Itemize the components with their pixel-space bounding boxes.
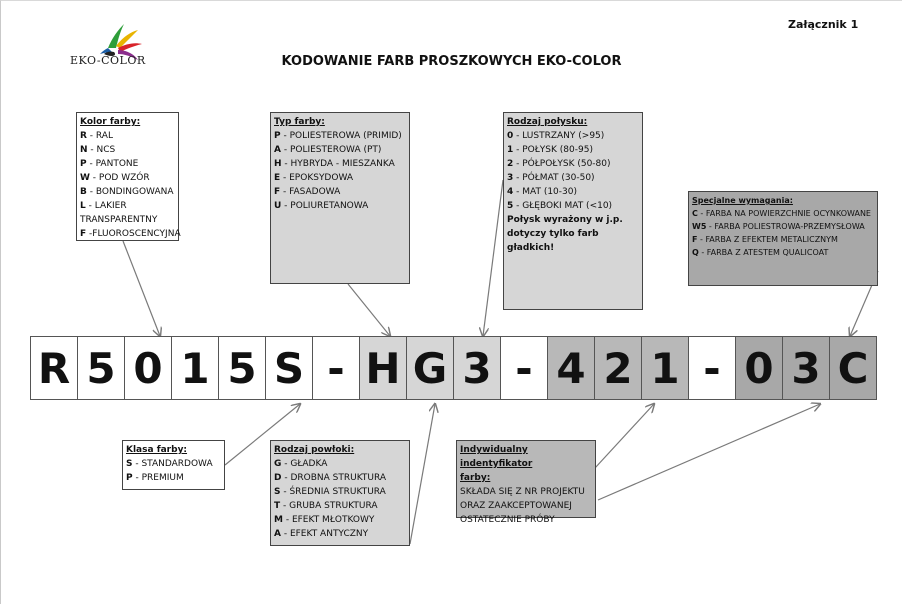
list-item: 4 - MAT (10-30) <box>507 187 577 197</box>
code-cell: 4 <box>547 336 595 400</box>
list-item: G - GŁADKA <box>274 459 328 469</box>
code-cell: 2 <box>594 336 642 400</box>
code-cell: 3 <box>453 336 501 400</box>
code-cell: 0 <box>735 336 783 400</box>
list-item: P - POLIESTEROWA (PRIMID) <box>274 131 402 141</box>
code-cell: - <box>688 336 736 400</box>
box-rodzaj-powloki <box>270 440 410 546</box>
code-cell: R <box>30 336 78 400</box>
code-cell: - <box>312 336 360 400</box>
list-item: C - FARBA NA POWIERZCHNIE OCYNKOWANE <box>692 209 871 218</box>
list-item: 0 - LUSTRZANY (>95) <box>507 131 605 141</box>
list-item: F - FASADOWA <box>274 187 341 197</box>
code-cell: S <box>265 336 313 400</box>
box-heading: Specjalne wymagania: <box>692 196 793 205</box>
list-item: H - HYBRYDA - MIESZANKA <box>274 159 395 169</box>
code-cell: 5 <box>77 336 125 400</box>
code-cell: G <box>406 336 454 400</box>
box-note: Połysk wyrażony w j.p. <box>507 215 623 225</box>
list-item: ORAZ ZAAKCEPTOWANEJ <box>460 501 572 511</box>
list-item: M - EFEKT MŁOTKOWY <box>274 515 375 525</box>
list-item: 3 - PÓŁMAT (30-50) <box>507 173 595 183</box>
code-cell: C <box>829 336 877 400</box>
code-cell: H <box>359 336 407 400</box>
list-item: T - GRUBA STRUKTURA <box>274 501 378 511</box>
box-kolor-farby <box>76 112 179 241</box>
list-item: TRANSPARENTNY <box>80 215 158 225</box>
list-item: A - POLIESTEROWA (PT) <box>274 145 382 155</box>
list-item: P - PREMIUM <box>126 473 184 483</box>
box-heading: Rodzaj powłoki: <box>274 445 355 455</box>
list-item: L - LAKIER <box>80 201 127 211</box>
arrow-indywidualny-2 <box>598 404 820 500</box>
list-item: 1 - POŁYSK (80-95) <box>507 145 593 155</box>
list-item: W - POD WZÓR <box>80 173 150 183</box>
list-item: B - BONDINGOWANA <box>80 187 174 197</box>
list-item: U - POLIURETANOWA <box>274 201 369 211</box>
code-cell: 3 <box>782 336 830 400</box>
box-heading: Typ farby: <box>274 117 325 127</box>
box-note: dotyczy tylko farb gładkich! <box>507 229 599 253</box>
arrow-typ <box>348 284 390 336</box>
list-item: A - EFEKT ANTYCZNY <box>274 529 369 539</box>
list-item: S - ŚREDNIA STRUKTURA <box>274 487 386 497</box>
list-item: 5 - GŁĘBOKI MAT (<10) <box>507 201 613 211</box>
box-klasa-farby <box>122 440 225 490</box>
list-item: 2 - PÓŁPOŁYSK (50-80) <box>507 159 611 169</box>
list-item: F - FARBA Z EFEKTEM METALICZNYM <box>692 235 838 244</box>
page-title: KODOWANIE FARB PROSZKOWYCH EKO-COLOR <box>281 54 622 69</box>
box-heading: farby: <box>460 473 491 483</box>
list-item: P - PANTONE <box>80 159 139 169</box>
arrow-kolor <box>123 241 160 336</box>
list-item: N - NCS <box>80 145 116 155</box>
attachment-label: Załącznik 1 <box>788 18 859 31</box>
list-item: SKŁADA SIĘ Z NR PROJEKTU <box>460 487 585 497</box>
box-specjalne-wymagania <box>688 191 878 286</box>
list-item: W5 - FARBA POLIESTROWA-PRZEMYSŁOWA <box>692 222 865 231</box>
code-cell: 1 <box>641 336 689 400</box>
code-cell: 1 <box>171 336 219 400</box>
list-item: E - EPOKSYDOWA <box>274 173 354 183</box>
box-typ-farby <box>270 112 410 284</box>
logo-text: EKO-COLOR <box>70 54 146 67</box>
list-item: OSTATECZNIE PRÓBY <box>460 515 555 525</box>
list-item: F -FLUOROSCENCYJNA <box>80 229 181 239</box>
arrow-powloka <box>410 404 435 544</box>
list-item: D - DROBNA STRUKTURA <box>274 473 387 483</box>
code-bar <box>31 336 877 400</box>
list-item: R - RAL <box>80 131 113 141</box>
box-heading: Rodzaj połysku: <box>507 117 588 127</box>
arrow-polysk <box>483 180 503 336</box>
box-rodzaj-polysku <box>503 112 643 310</box>
arrow-indywidualny-1 <box>595 404 654 468</box>
box-heading: Klasa farby: <box>126 445 188 455</box>
list-item: Q - FARBA Z ATESTEM QUALICOAT <box>692 248 829 257</box>
list-item: S - STANDARDOWA <box>126 459 213 469</box>
box-indywidualny-identyfikator <box>456 440 596 525</box>
box-heading: Indywidualny indentyfikator <box>460 445 533 469</box>
code-cell: - <box>500 336 548 400</box>
box-heading: Kolor farby: <box>80 117 141 127</box>
code-cell: 5 <box>218 336 266 400</box>
code-cell: 0 <box>124 336 172 400</box>
